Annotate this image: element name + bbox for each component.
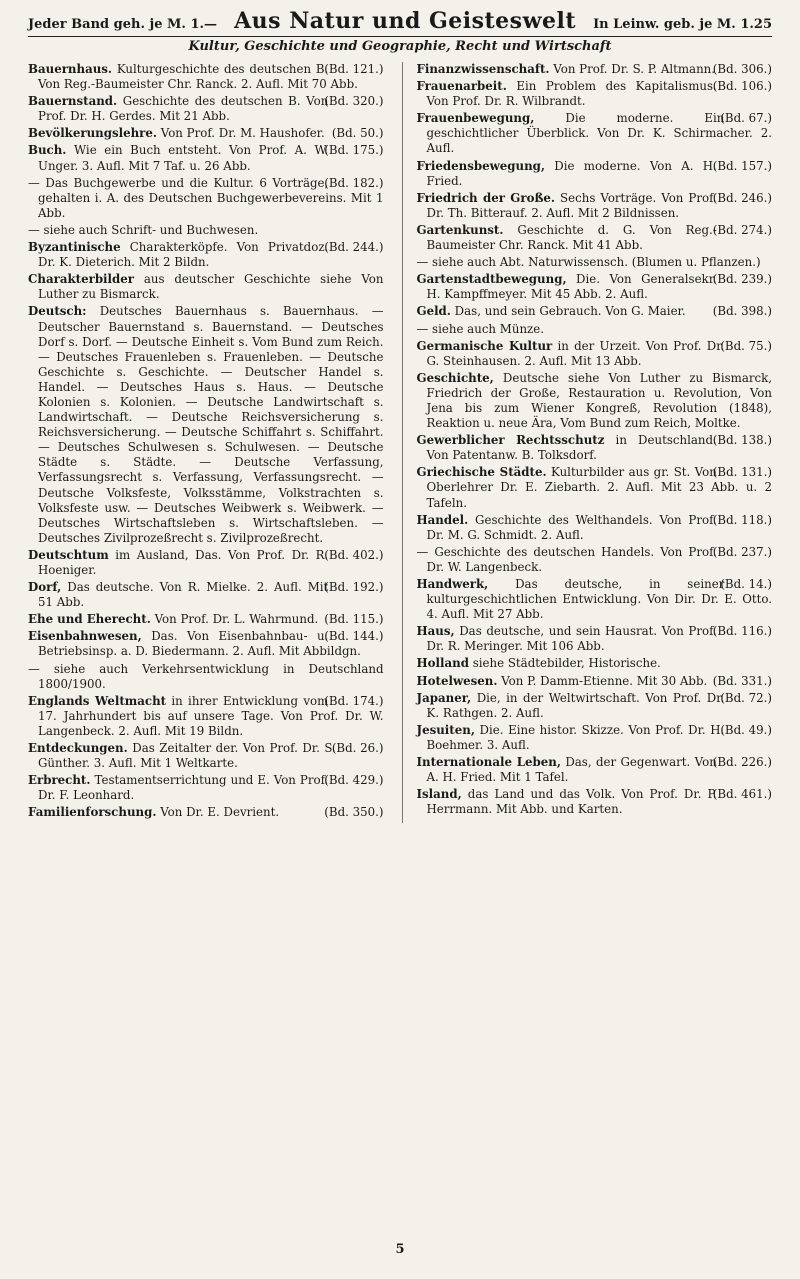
entry-text: Charakterköpfe. Von Privatdoz. Dr. K. Dieterich. Mit 2 Bildn.: [38, 240, 329, 270]
series-title: Aus Natur und Geisteswelt: [234, 8, 577, 34]
entry-text: Testamentserrichtung und E. Von Prof. Dr. F. Leonhard.: [38, 773, 329, 803]
entry-text: siehe Städtebilder, Historische.: [472, 656, 661, 671]
entry-heading: Bauernstand.: [28, 94, 118, 109]
entry-heading: Byzantinische: [28, 240, 121, 255]
page-header: [28, 8, 772, 37]
entry-text: Deutsches Bauernhaus s. Bauernhaus. — Deutscher Bauernstand s. Bauernstand. — Deutsches Dorf s. Dorf. — Deutsche Einheit s. Vom Bund zum Reich. — Deutsches Frauenleben s. Frauenleben. — Deutsche Geschichte s. Geschichte. — Deutscher Handel s. Handel. — Deutsches Haus s. Haus. — Deutsche Kolonien s. Kolonien. — Deutsche Landwirtschaft s. Landwirtschaft. — Deutsche Reichsversicherung s. Reichsversicherung. — Deutsche Schiffahrt s. Schiffahrt. — Deutsches Schulwesen s. Schulwesen. — Deutsche Städte s. Städte. — Deutsche Verfassung, Verfassungsrecht s. Verfassung, Verfassungsrecht. — Deutsche Volksfeste, Volksstämme, Volkstrachten s. Volksfeste usw. — Deutsches Weibwerk s. Weibwerk. — Deutsches Wirtschaftsleben s. Wirtschaftsleben. — Deutsches Zivilprozeßrecht s. Zivilprozeßrecht.: [38, 304, 384, 545]
catalog-entry: [28, 741, 384, 771]
catalog-entry: [28, 662, 384, 692]
entry-heading: Frauenbewegung,: [416, 111, 535, 126]
entry-text: Das, und sein Gebrauch. Von G. Maier.: [454, 304, 686, 319]
catalog-entry: [28, 629, 384, 659]
volume-number: (Bd. 237.): [712, 544, 772, 559]
entry-text: Das, der Gegenwart. Von A. H. Fried. Mit 1 Tafel.: [426, 755, 717, 785]
entry-heading: Island,: [416, 787, 462, 802]
volume-number: (Bd. 182.): [324, 175, 384, 190]
catalog-entry: [28, 272, 384, 302]
catalog-entry: [417, 624, 773, 654]
volume-number: (Bd. 157.): [712, 158, 772, 173]
entry-heading: Englands Weltmacht: [28, 693, 167, 708]
entry-heading: Bauernhaus.: [28, 62, 113, 76]
volume-number: (Bd. 116.): [712, 624, 772, 639]
volume-number: (Bd. 461.): [712, 787, 772, 802]
volume-number: (Bd. 274.): [712, 222, 772, 237]
entry-heading: Friedrich der Große.: [416, 190, 556, 205]
entry-text: Geschichte des deutschen B. Von Prof. Dr. H. Gerdes. Mit 21 Abb.: [38, 94, 329, 124]
catalog-entry: [28, 126, 384, 141]
entry-text: Das deutsche. Von R. Mielke. 2. Aufl. Mit 51 Abb.: [38, 580, 329, 610]
entry-heading: Geschichte,: [416, 370, 494, 385]
volume-number: (Bd. 192.): [324, 580, 384, 595]
header-price-left: Jeder Band geh. je M. 1.—: [28, 17, 218, 32]
catalog-entry: [28, 143, 384, 173]
volume-number: (Bd. 50.): [331, 126, 384, 141]
entry-text: Die moderne. Ein geschichtlicher Überblick. Von Dr. K. Schirmacher. 2. Aufl.: [426, 111, 772, 156]
entry-heading: Deutschtum: [28, 547, 109, 562]
entry-heading: Frauenarbeit.: [416, 79, 507, 94]
volume-number: (Bd. 320.): [324, 94, 384, 109]
entry-heading: Japaner,: [416, 690, 472, 705]
entry-text: Die, in der Weltwirtschaft. Von Prof. Dr. K. Rathgen. 2. Aufl.: [426, 690, 725, 720]
catalog-entry: [28, 694, 384, 739]
entry-text: — siehe auch Abt. Naturwissensch. (Blumen u. Pflanzen.): [416, 255, 761, 270]
volume-number: (Bd. 246.): [712, 190, 772, 205]
entry-heading: Erbrecht.: [28, 773, 91, 788]
volume-number: (Bd. 306.): [712, 62, 772, 76]
entry-heading: Germanische Kultur: [416, 338, 553, 353]
entry-text: in ihrer Entwicklung vom 17. Jahrhundert bis auf unsere Tage. Von Prof. Dr. W. Langenbeck. 2. Aufl. Mit 19 Bildn.: [38, 693, 384, 738]
catalog-entry: [417, 79, 773, 109]
entry-heading: Ehe und Eherecht.: [28, 612, 151, 627]
entry-text: Deutsche siehe Von Luther zu Bismarck, Friedrich der Große, Restauration u. Revolution, Von Jena bis zum Wiener Kongreß, Revolution (1848), Reaktion u. neue Ära, Vom Bund zum Reich, Moltke.: [426, 370, 773, 431]
entry-heading: Deutsch:: [28, 304, 87, 319]
page-number: 5: [395, 1242, 405, 1257]
entry-text: Das deutsche, und sein Hausrat. Von Prof. Dr. R. Meringer. Mit 106 Abb.: [426, 624, 717, 654]
entry-text: — siehe auch Verkehrsentwicklung in Deutschland 1800/1900.: [28, 661, 384, 691]
volume-number: (Bd. 138.): [712, 433, 772, 448]
volume-number: (Bd. 239.): [712, 272, 772, 287]
catalog-entry: [28, 176, 384, 221]
entry-text: Von Prof. Dr. M. Haushofer.: [160, 126, 325, 141]
volume-number: (Bd. 175.): [324, 143, 384, 158]
entry-heading: Gewerblicher Rechtsschutz: [416, 433, 605, 448]
entry-text: in Deutschland. Von Patentanw. B. Tolksdorf.: [426, 433, 717, 463]
volume-number: (Bd. 331.): [712, 673, 772, 688]
volume-number: (Bd. 115.): [324, 612, 384, 627]
volume-number: (Bd. 402.): [324, 547, 384, 562]
entry-text: — siehe auch Münze.: [416, 321, 544, 336]
volume-number: (Bd. 226.): [712, 755, 772, 770]
catalog-entry: [417, 272, 773, 302]
catalog-entry: [417, 304, 773, 319]
left-column: [28, 62, 384, 823]
catalog-entry: [417, 159, 773, 189]
entry-text: Von Prof. Dr. S. P. Altmann.: [553, 62, 716, 76]
catalog-entry: [28, 773, 384, 803]
entry-heading: Buch.: [28, 143, 67, 158]
volume-number: (Bd. 131.): [712, 465, 772, 480]
entry-heading: Dorf,: [28, 580, 62, 595]
entry-heading: Internationale Leben,: [416, 755, 561, 770]
entry-text: Das. Von Eisenbahnbau- u. Betriebsinsp. a. D. Biedermann. 2. Aufl. Mit Abbildgn.: [38, 629, 361, 659]
header-price-right: In Leinw. geb. je M. 1.25: [593, 17, 772, 32]
entry-heading: Gartenkunst.: [416, 222, 504, 237]
entry-text: Kulturbilder aus gr. St. Von Oberlehrer Dr. E. Ziebarth. 2. Aufl. Mit 23 Abb. u. 2 Tafeln.: [426, 465, 772, 510]
entry-text: Von P. Damm-Etienne. Mit 30 Abb.: [501, 673, 708, 688]
volume-number: (Bd. 49.): [720, 722, 772, 737]
entry-heading: Haus,: [416, 624, 455, 639]
catalog-entry: [28, 62, 384, 92]
catalog-entry: [417, 674, 773, 689]
entry-heading: Eisenbahnwesen,: [28, 629, 142, 644]
volume-number: (Bd. 121.): [324, 62, 384, 76]
catalog-entry: [28, 805, 384, 820]
volume-number: (Bd. 118.): [712, 512, 772, 527]
catalog-entry: [417, 513, 773, 543]
catalog-entry: [417, 111, 773, 156]
entry-heading: Handel.: [416, 512, 469, 527]
entry-text: aus deutscher Geschichte siehe Von Luther zu Bismarck.: [38, 272, 384, 302]
entry-text: Das Zeitalter der. Von Prof. Dr. S. Günther. 3. Aufl. Mit 1 Weltkarte.: [38, 741, 336, 771]
entry-heading: Jesuiten,: [416, 722, 475, 737]
section-subtitle: Kultur, Geschichte und Geographie, Recht und Wirtschaft: [188, 39, 612, 54]
catalog-entry: [417, 223, 773, 253]
entry-text: — Das Buchgewerbe und die Kultur. 6 Vorträge, gehalten i. A. des Deutschen Buchgewerbevereins. Mit 1 Abb.: [28, 175, 384, 220]
catalog-entry: [28, 94, 384, 124]
catalog-entry: [417, 371, 773, 431]
catalog-entry: [28, 580, 384, 610]
entry-text: im Ausland, Das. Von Prof. Dr. R. Hoeniger.: [38, 547, 329, 577]
volume-number: (Bd. 14.): [720, 577, 772, 591]
volume-number: (Bd. 350.): [324, 805, 384, 820]
entry-text: Geschichte des Welthandels. Von Prof. Dr. M. G. Schmidt. 2. Aufl.: [426, 512, 717, 542]
entry-text: Kulturgeschichte des deutschen B. Von Reg.-Baumeister Chr. Ranck. 2. Aufl. Mit 70 Abb.: [38, 62, 358, 92]
entry-text: — Geschichte des deutschen Handels. Von Prof. Dr. W. Langenbeck.: [416, 544, 717, 574]
entry-text: Von Prof. Dr. L. Wahrmund.: [154, 612, 319, 627]
catalog-entry: [28, 240, 384, 270]
entry-text: — siehe auch Schrift- und Buchwesen.: [28, 222, 259, 237]
volume-number: (Bd. 72.): [720, 690, 772, 705]
entry-text: Das deutsche, in seiner kulturgeschichtlichen Entwicklung. Von Dir. Dr. E. Otto. 4. Aufl. Mit 27 Abb.: [426, 577, 772, 622]
catalog-columns: [28, 62, 772, 823]
catalog-entry: [417, 577, 773, 622]
volume-number: (Bd. 429.): [324, 773, 384, 788]
catalog-entry: [417, 545, 773, 575]
entry-heading: Hotelwesen.: [416, 673, 498, 688]
entry-text: Wie ein Buch entsteht. Von Prof. A. W. Unger. 3. Aufl. Mit 7 Taf. u. 26 Abb.: [38, 143, 329, 173]
catalog-entry: [28, 612, 384, 627]
entry-heading: Holland: [416, 656, 469, 671]
catalog-entry: [28, 223, 384, 238]
volume-number: (Bd. 244.): [324, 240, 384, 255]
catalog-entry: [417, 755, 773, 785]
volume-number: (Bd. 26.): [331, 741, 384, 756]
catalog-entry: [417, 787, 773, 817]
catalog-entry: [417, 723, 773, 753]
catalog-entry: [417, 62, 773, 77]
catalog-entry: [417, 191, 773, 221]
volume-number: (Bd. 67.): [720, 111, 772, 126]
entry-heading: Familienforschung.: [28, 805, 157, 820]
entry-heading: Geld.: [416, 304, 451, 319]
volume-number: (Bd. 174.): [324, 693, 384, 708]
catalog-entry: [417, 656, 773, 671]
volume-number: (Bd. 75.): [720, 338, 772, 353]
entry-text: das Land und das Volk. Von Prof. Dr. P. Herrmann. Mit Abb. und Karten.: [426, 787, 717, 817]
entry-text: Ein Problem des Kapitalismus. Von Prof. Dr. R. Wilbrandt.: [426, 79, 717, 109]
volume-number: (Bd. 106.): [712, 79, 772, 94]
entry-text: Von Dr. E. Devrient.: [160, 805, 280, 820]
entry-heading: Bevölkerungslehre.: [28, 126, 158, 141]
catalog-entry: [417, 465, 773, 510]
catalog-entry: [417, 255, 773, 270]
volume-number: (Bd. 144.): [324, 629, 384, 644]
catalog-entry: [417, 433, 773, 463]
entry-text: Die. Von Generalsekr. H. Kampffmeyer. Mit 45 Abb. 2. Aufl.: [426, 272, 717, 302]
entry-heading: Gartenstadtbewegung,: [416, 272, 567, 287]
entry-text: in der Urzeit. Von Prof. Dr. G. Steinhausen. 2. Aufl. Mit 13 Abb.: [426, 338, 725, 368]
catalog-entry: [28, 548, 384, 578]
catalog-entry: [417, 322, 773, 337]
entry-heading: Finanzwissenschaft.: [416, 62, 550, 76]
entry-text: Geschichte d. G. Von Reg.-Baumeister Chr. Ranck. Mit 41 Abb.: [426, 222, 717, 253]
entry-text: Sechs Vorträge. Von Prof. Dr. Th. Bitterauf. 2. Aufl. Mit 2 Bildnissen.: [426, 190, 717, 220]
entry-heading: Handwerk,: [416, 577, 489, 591]
volume-number: (Bd. 398.): [712, 304, 772, 319]
right-column: [402, 62, 773, 823]
entry-heading: Friedensbewegung,: [416, 158, 546, 173]
entry-text: Die. Eine histor. Skizze. Von Prof. Dr. H. Boehmer. 3. Aufl.: [426, 722, 725, 752]
entry-heading: Griechische Städte.: [416, 465, 547, 480]
entry-heading: Charakterbilder: [28, 272, 134, 287]
catalog-entry: [28, 304, 384, 546]
catalog-entry: [417, 691, 773, 721]
catalog-entry: [417, 339, 773, 369]
entry-heading: Entdeckungen.: [28, 741, 128, 756]
entry-text: Die moderne. Von A. H. Fried.: [426, 158, 717, 188]
